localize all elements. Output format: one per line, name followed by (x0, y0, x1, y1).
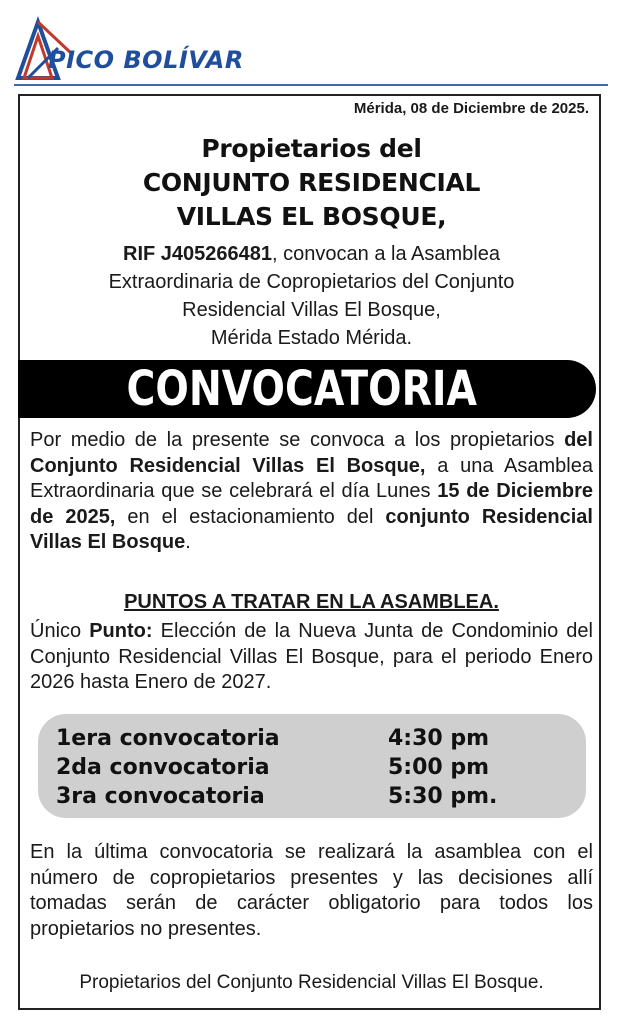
logo-text: PICO BOLÍVAR (48, 46, 244, 74)
convocatoria-banner (18, 360, 596, 418)
p1-text-4: . (185, 531, 191, 553)
p2-text-1: Único (30, 620, 90, 642)
header-divider (14, 84, 608, 86)
title-line-3: VILLAS EL BOSQUE, (176, 202, 447, 231)
paragraph-convocation (30, 428, 593, 556)
paragraph-agenda (30, 619, 593, 696)
notice-date: Mérida, 08 de Diciembre de 2025. (353, 100, 589, 117)
schedule-label: 1era convocatoria (56, 726, 280, 751)
schedule-label: 3ra convocatoria (56, 784, 265, 809)
intro-line-1: , convocan a la Asamblea (272, 243, 500, 265)
intro-line-4: Mérida Estado Mérida. (210, 327, 413, 349)
p2-bold-punto: Punto: (89, 620, 153, 642)
schedule-time: 5:00 pm (388, 755, 490, 780)
p1-bold-3: conjunto Residencial Villas El Bosque (30, 505, 593, 553)
p1-text-3: en el estacionamiento del (115, 505, 386, 528)
schedule-row (56, 755, 576, 783)
rif-number: RIF J405266481 (123, 243, 273, 265)
banner-text: CONVOCATORIA (126, 361, 478, 417)
schedule-row (56, 784, 576, 812)
title-line-1: Propietarios del (201, 134, 422, 163)
p1-bold-1: del Conjunto Residencial Villas El Bosque, (30, 429, 593, 477)
title-line-2: CONJUNTO RESIDENCIAL (142, 168, 481, 197)
schedule-label: 2da convocatoria (56, 755, 270, 780)
p1-bold-date: 15 de Diciembre de 2025, (30, 480, 593, 528)
paragraph-final-call: En la última convocatoria se realizará la asamblea con el número de copropietarios presentes y las decisiones allí tomadas serán de carácter obligatorio para todos los propietarios no presentes. (30, 841, 593, 940)
p1-text-2: a una Asamblea Extraordinaria que se celebrará el día Lunes (30, 454, 593, 502)
p2-text-2: Elección de la Nueva Junta de Condominio del Conjunto Residencial Villas El Bosque, para el periodo Enero 2026 hasta Enero de 2027. (30, 620, 593, 693)
notice-title (40, 132, 583, 234)
notice-signature: Propietarios del Conjunto Residencial Villas El Bosque. (79, 972, 544, 993)
intro-text (40, 240, 583, 352)
intro-line-3: Residencial Villas El Bosque, (182, 299, 441, 321)
schedule-time: 5:30 pm. (388, 784, 498, 809)
schedule-time: 4:30 pm (388, 726, 490, 751)
schedule-row (56, 726, 576, 754)
intro-line-2: Extraordinaria de Copropietarios del Conjunto (108, 271, 515, 293)
schedule-box (38, 714, 586, 818)
p1-text-1: Por medio de la presente se convoca a los propietarios (30, 429, 565, 451)
agenda-heading: PUNTOS A TRATAR EN LA ASAMBLEA. (124, 591, 499, 613)
